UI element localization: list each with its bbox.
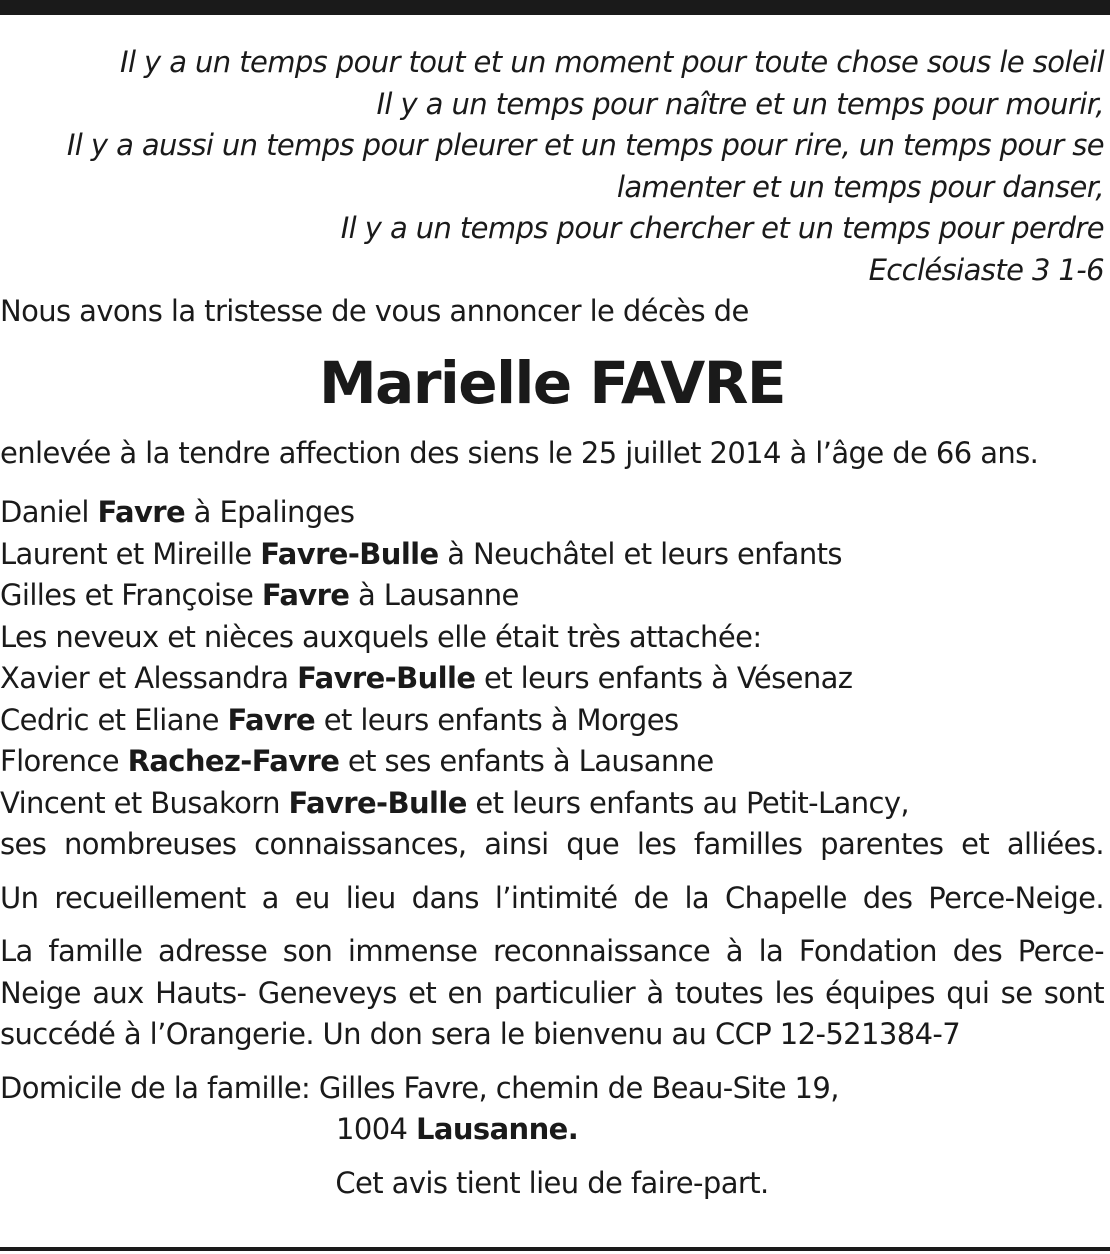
bottom-rule [0,1247,1110,1251]
family-line: Florence Rachez-Favre et ses enfants à Lausanne [0,744,714,778]
domicile-address: Domicile de la famille: Gilles Favre, chemin de Beau-Site 19, [0,1070,839,1105]
family-line: Vincent et Busakorn Favre-Bulle et leurs enfants au Petit-Lancy, [0,785,910,820]
domicile-block [0,1068,1104,1151]
verse-line: lamenter et un temps pour danser, [616,169,1104,204]
verse-line: Il y a un temps pour chercher et un temps pour perdre [340,211,1104,245]
domicile-city-line: 1004 Lausanne. [336,1112,579,1146]
top-rule [0,0,1110,15]
closing-note: Cet avis tient lieu de faire-part. [335,1165,769,1200]
family-line: Cedric et Eliane Favre et leurs enfants à Morges [0,702,679,737]
family-line: Xavier et Alessandra Favre-Bulle et leurs enfants à Vésenaz [0,661,853,695]
deceased-name: Marielle FAVRE [318,348,786,417]
obituary-notice [0,42,1104,1204]
family-list [0,492,1104,866]
thanks-line: succédé à l’Orangerie. Un don sera le bienvenu au CCP 12-521384-7 [0,1017,961,1051]
family-closing: ses nombreuses connaissances, ainsi que les familles parentes et alliées. [0,827,1104,861]
family-line: Laurent et Mireille Favre-Bulle à Neuchâtel et leurs enfants [0,536,842,571]
family-line: Les neveux et nièces auxquels elle était très attachée: [0,619,762,654]
verse-line: Il y a aussi un temps pour pleurer et un temps pour rire, un temps pour se [66,128,1104,162]
family-line: Gilles et Françoise Favre à Lausanne [0,578,519,612]
death-line: enlevée à la tendre affection des siens le 25 juillet 2014 à l’âge de 66 ans. [0,435,1039,470]
verse-line: Il y a un temps pour naître et un temps pour mourir, [376,86,1104,121]
thanks-line: La famille adresse son immense reconnaissance à la Fondation des Perce- [0,934,1104,968]
verse-line: Il y a un temps pour tout et un moment pour toute chose sous le soleil [120,45,1104,79]
verse-citation: Ecclésiaste 3 1-6 [868,252,1104,287]
thanks-paragraph [0,931,1104,1056]
ceremony-text: Un recueillement a eu lieu dans l’intimité de la Chapelle des Perce-Neige. [0,880,1104,915]
intro-text: Nous avons la tristesse de vous annoncer le décès de [0,294,749,328]
family-line: Daniel Favre à Epalinges [0,495,355,529]
thanks-line: Neige aux Hauts- Geneveys et en particulier à toutes les équipes qui se sont [0,975,1104,1010]
verse-quote [0,42,1104,291]
